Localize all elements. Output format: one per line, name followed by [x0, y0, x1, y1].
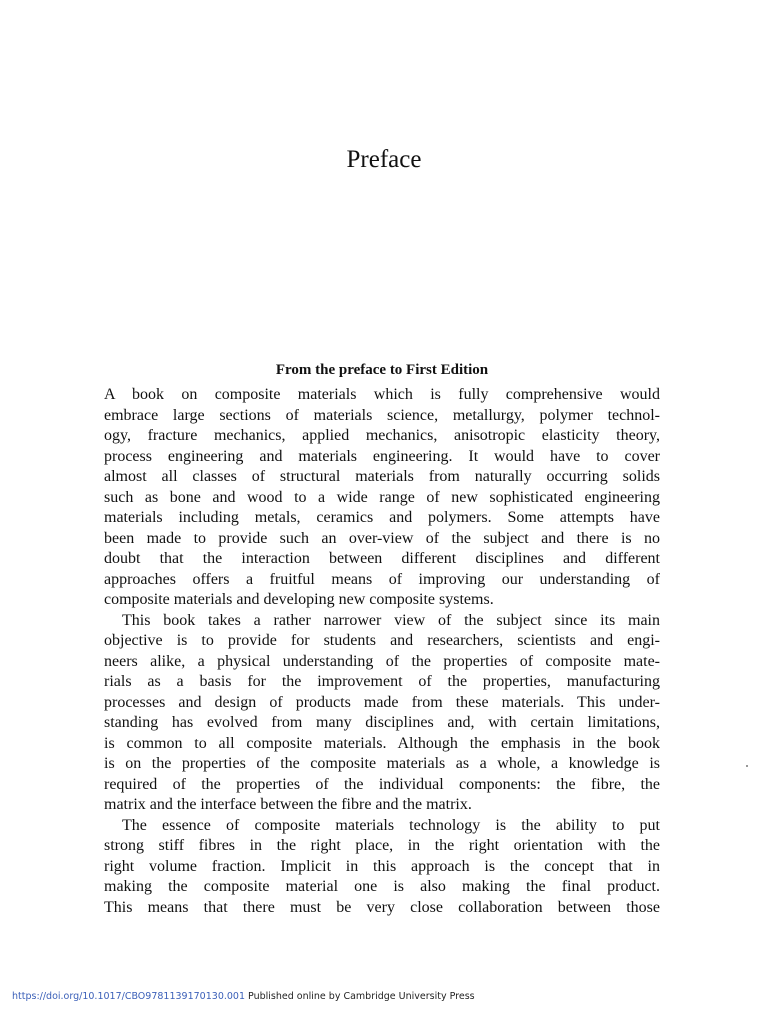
text-line: ogy, fracture mechanics, applied mechanics, anisotropic elasticity theory,: [104, 427, 660, 444]
text-line: The essence of composite materials technology is the ability to put: [122, 816, 660, 834]
text-line: been made to provide such an over-view of the subject and there is no: [104, 529, 660, 547]
text-line: rials as a basis for the improvement of the properties, manufacturing: [104, 673, 660, 690]
text-line: is on the properties of the composite materials as a whole, a knowledge is: [104, 755, 660, 772]
text-line: required of the properties of the individual components: the fibre, the: [104, 775, 660, 793]
text-line: almost all classes of structural materials from naturally occurring solids: [104, 468, 660, 485]
text-line: This book takes a rather narrower view of the subject since its main: [122, 611, 660, 629]
footer: [12, 991, 475, 1002]
text-line: right volume fraction. Implicit in this approach is the concept that in: [104, 857, 660, 875]
text-line: doubt that the interaction between different disciplines and different: [104, 550, 660, 567]
text-line: standing has evolved from many disciplines and, with certain limitations,: [104, 714, 660, 731]
text-line: A book on composite materials which is fully comprehensive would: [104, 386, 660, 403]
publisher-note: Published online by Cambridge University Press: [245, 991, 475, 1002]
scan-speck: [746, 765, 748, 767]
text-line: making the composite material one is also making the final product.: [104, 878, 660, 895]
text-line: neers alike, a physical understanding of the properties of composite mate-: [104, 652, 660, 670]
text-line: embrace large sections of materials science, metallurgy, polymer technol-: [104, 406, 660, 424]
text-line: composite materials and developing new composite systems.: [104, 591, 494, 608]
section-heading: From the preface to First Edition: [275, 362, 489, 378]
preface-body: [104, 385, 660, 918]
text-line: This means that there must be very close collaboration between those: [104, 898, 660, 916]
text-line: processes and design of products made from these materials. This under-: [104, 693, 660, 711]
page-title: Preface: [346, 146, 422, 173]
doi-link[interactable]: https://doi.org/10.1017/CBO9781139170130.001: [12, 991, 246, 1002]
text-line: materials including metals, ceramics and polymers. Some attempts have: [104, 509, 660, 526]
text-line: matrix and the interface between the fibre and the matrix.: [104, 796, 472, 813]
text-line: approaches offers a fruitful means of improving our understanding of: [104, 570, 660, 588]
text-line: is common to all composite materials. Although the emphasis in the book: [104, 734, 660, 752]
text-line: such as bone and wood to a wide range of new sophisticated engineering: [104, 488, 660, 506]
text-line: strong stiff fibres in the right place, in the right orientation with the: [104, 837, 660, 854]
text-line: process engineering and materials engineering. It would have to cover: [104, 447, 660, 465]
text-line: objective is to provide for students and researchers, scientists and engi-: [104, 632, 660, 649]
